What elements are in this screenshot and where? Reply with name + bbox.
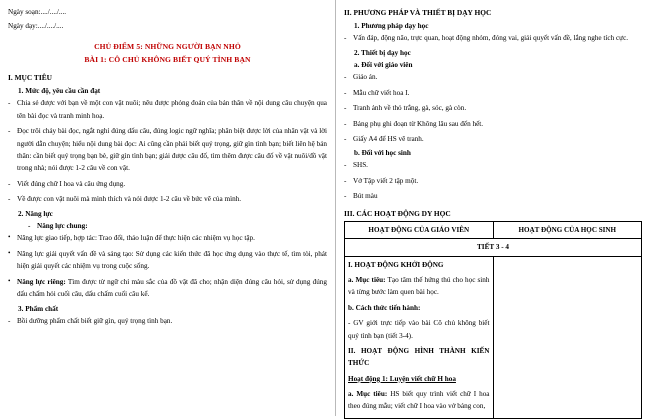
list-item: - Giáo án. [344,71,642,83]
activities-table [344,221,642,418]
heading-pham-chat: 3. Phẩm chất [18,305,59,314]
activity-goal: a. Mục tiêu: Tạo tâm thế hứng thú cho học sinh và từng bước làm quen bài học. [348,276,490,297]
chu-diem-title: CHỦ ĐIỂM 5: NHỮNG NGƯỜI BẠN NHỎ [94,42,241,52]
heading-phuong-phap: 1. Phương pháp dạy học [354,22,429,30]
list-item [8,276,327,301]
section-heading-iii: III. CÁC HOẠT ĐỘNG DY HỌC [344,209,451,219]
list-item: - Vấn đáp, động não, trực quan, hoạt động nhóm, đóng vai, giải quyết vấn đề, lắng nghe tích cực. [344,32,642,44]
meta-soan: Ngày soạn:..../..../.... [8,8,67,16]
heading-nang-luc: 2. Năng lực [18,210,53,219]
heading-nang-luc-chung: - Năng lực chung: [28,222,327,230]
activity-step: - GV giới trực tiếp vào bài Cô chủ không biết quý tình bạn (tiết 3-4). [348,319,490,340]
list-item: - Chia sẻ được với bạn về một con vật nuôi; nêu được phỏng đoán của bản thân về nội dung câu chuyện qua tên bài đọc và tranh minh hoạ. [8,97,327,122]
col-header-student: HOẠT ĐỘNG CỦA HỌC SINH [493,222,642,239]
list-item: - Đọc trôi chảy bài đọc, ngắt nghỉ đúng dấu câu, đúng logic ngữ nghĩa; phân biệt được lời của nhân vật và lời người dẫn chuyện; hiểu nội dung bài đọc: Ai cũng cần phải biết quý trọng, giữ gìn tình bạn; biết liên hệ bản thân: cần biết quý trọng bạn bè, giữ gìn tình bạn; giải được câu đố, tìm thêm được câu đố về vật nuôi/đồ vật trong nhà; nói được 1-2 câu về con vật. [8,125,327,175]
list-item: - Vở Tập viết 2 tập một. [344,175,642,187]
list-item: • Năng lực giải quyết vấn đề và sáng tạo: Sử dụng các kiến thức đã học ứng dụng vào thực tế, tìm tòi, phát hiện giải quyết các nhiệm vụ trong cuộc sống. [8,248,327,273]
meta-day: Ngày dạy:..../..../.... [8,21,64,30]
list-item: - Tranh ảnh về thỏ trắng, gà, sóc, gà còn. [344,102,642,114]
bai-title: BÀI 1: CÔ CHỦ KHÔNG BIẾT QUÝ TÌNH BẠN [84,54,251,64]
section-heading-i: I. MỤC TIÊU [8,73,53,83]
activity-subheading: Hoạt động 1: Luyện viết chữ H hoa [348,374,456,383]
teacher-activity-cell [345,256,494,418]
heading-doi-voi-hoc-sinh: b. Đối với học sinh [354,149,411,158]
list-item: - SHS. [344,159,642,171]
text-nang-luc-rieng: Tìm được từ ngữ chỉ màu sắc của đồ vật đã cho; nhận diện đúng câu hỏi, sử dụng đúng dấu chấm hỏi cuối câu, dấu chấm cuối câu kể. [17,277,327,298]
list-item: - Bồi dưỡng phẩm chất biết giữ gìn, quý trọng tình bạn. [8,315,327,327]
label-nang-luc-rieng: Năng lực riêng: [17,277,66,286]
list-item: - Bút màu [344,190,642,202]
table-header-row [345,222,642,239]
section-heading-ii: II. PHƯƠNG PHÁP VÀ THIẾT BỊ DẠY HỌC [344,8,492,17]
activity-goal: a. Mục tiêu: HS biết quy trình viết chữ I hoa theo đúng mẫu; viết chữ I hoa vào vở bảng con, [348,390,490,411]
list-item: - Mẫu chữ viết hoa I. [344,87,642,99]
muc-tieu-label: a. Mục tiêu: [348,276,386,285]
heading-muc-do: 1. Mức độ, yêu cầu cần đạt [18,87,101,96]
activity-heading: II. HOẠT ĐỘNG HÌNH THÀNH KIẾN THỨC [348,346,490,368]
heading-doi-voi-giao-vien: a. Đối với giáo viên [354,61,413,70]
heading-thiet-bi: 2. Thiết bị dạy học [354,49,411,58]
table-row [345,256,642,418]
table-row [345,239,642,256]
list-item: - Viết đúng chữ I hoa và câu ứng dụng. [8,178,327,190]
muc-tieu-label: a. Mục tiêu: [348,390,388,399]
list-item: - Bảng phụ ghi đoạn từ Không lâu sau đến hết. [344,118,642,130]
lesson-meta [8,6,327,33]
activity-heading: I. HOẠT ĐỘNG KHỞI ĐỘNG [348,260,444,269]
list-item: - Giấy A4 để HS vẽ tranh. [344,133,642,145]
list-item: • Năng lực giao tiếp, hợp tác: Trao đổi, thảo luận để thực hiện các nhiệm vụ học tập. [8,232,327,244]
tiet-label: TIẾT 3 - 4 [345,239,642,256]
activity-method: b. Cách thức tiến hành: [348,303,421,312]
student-activity-cell [493,256,642,418]
col-header-teacher: HOẠT ĐỘNG CỦA GIÁO VIÊN [345,222,494,239]
right-column [336,0,650,416]
list-item: - Về được con vật nuôi mà mình thích và nói được 1-2 câu về bức vẽ của mình. [8,193,327,205]
